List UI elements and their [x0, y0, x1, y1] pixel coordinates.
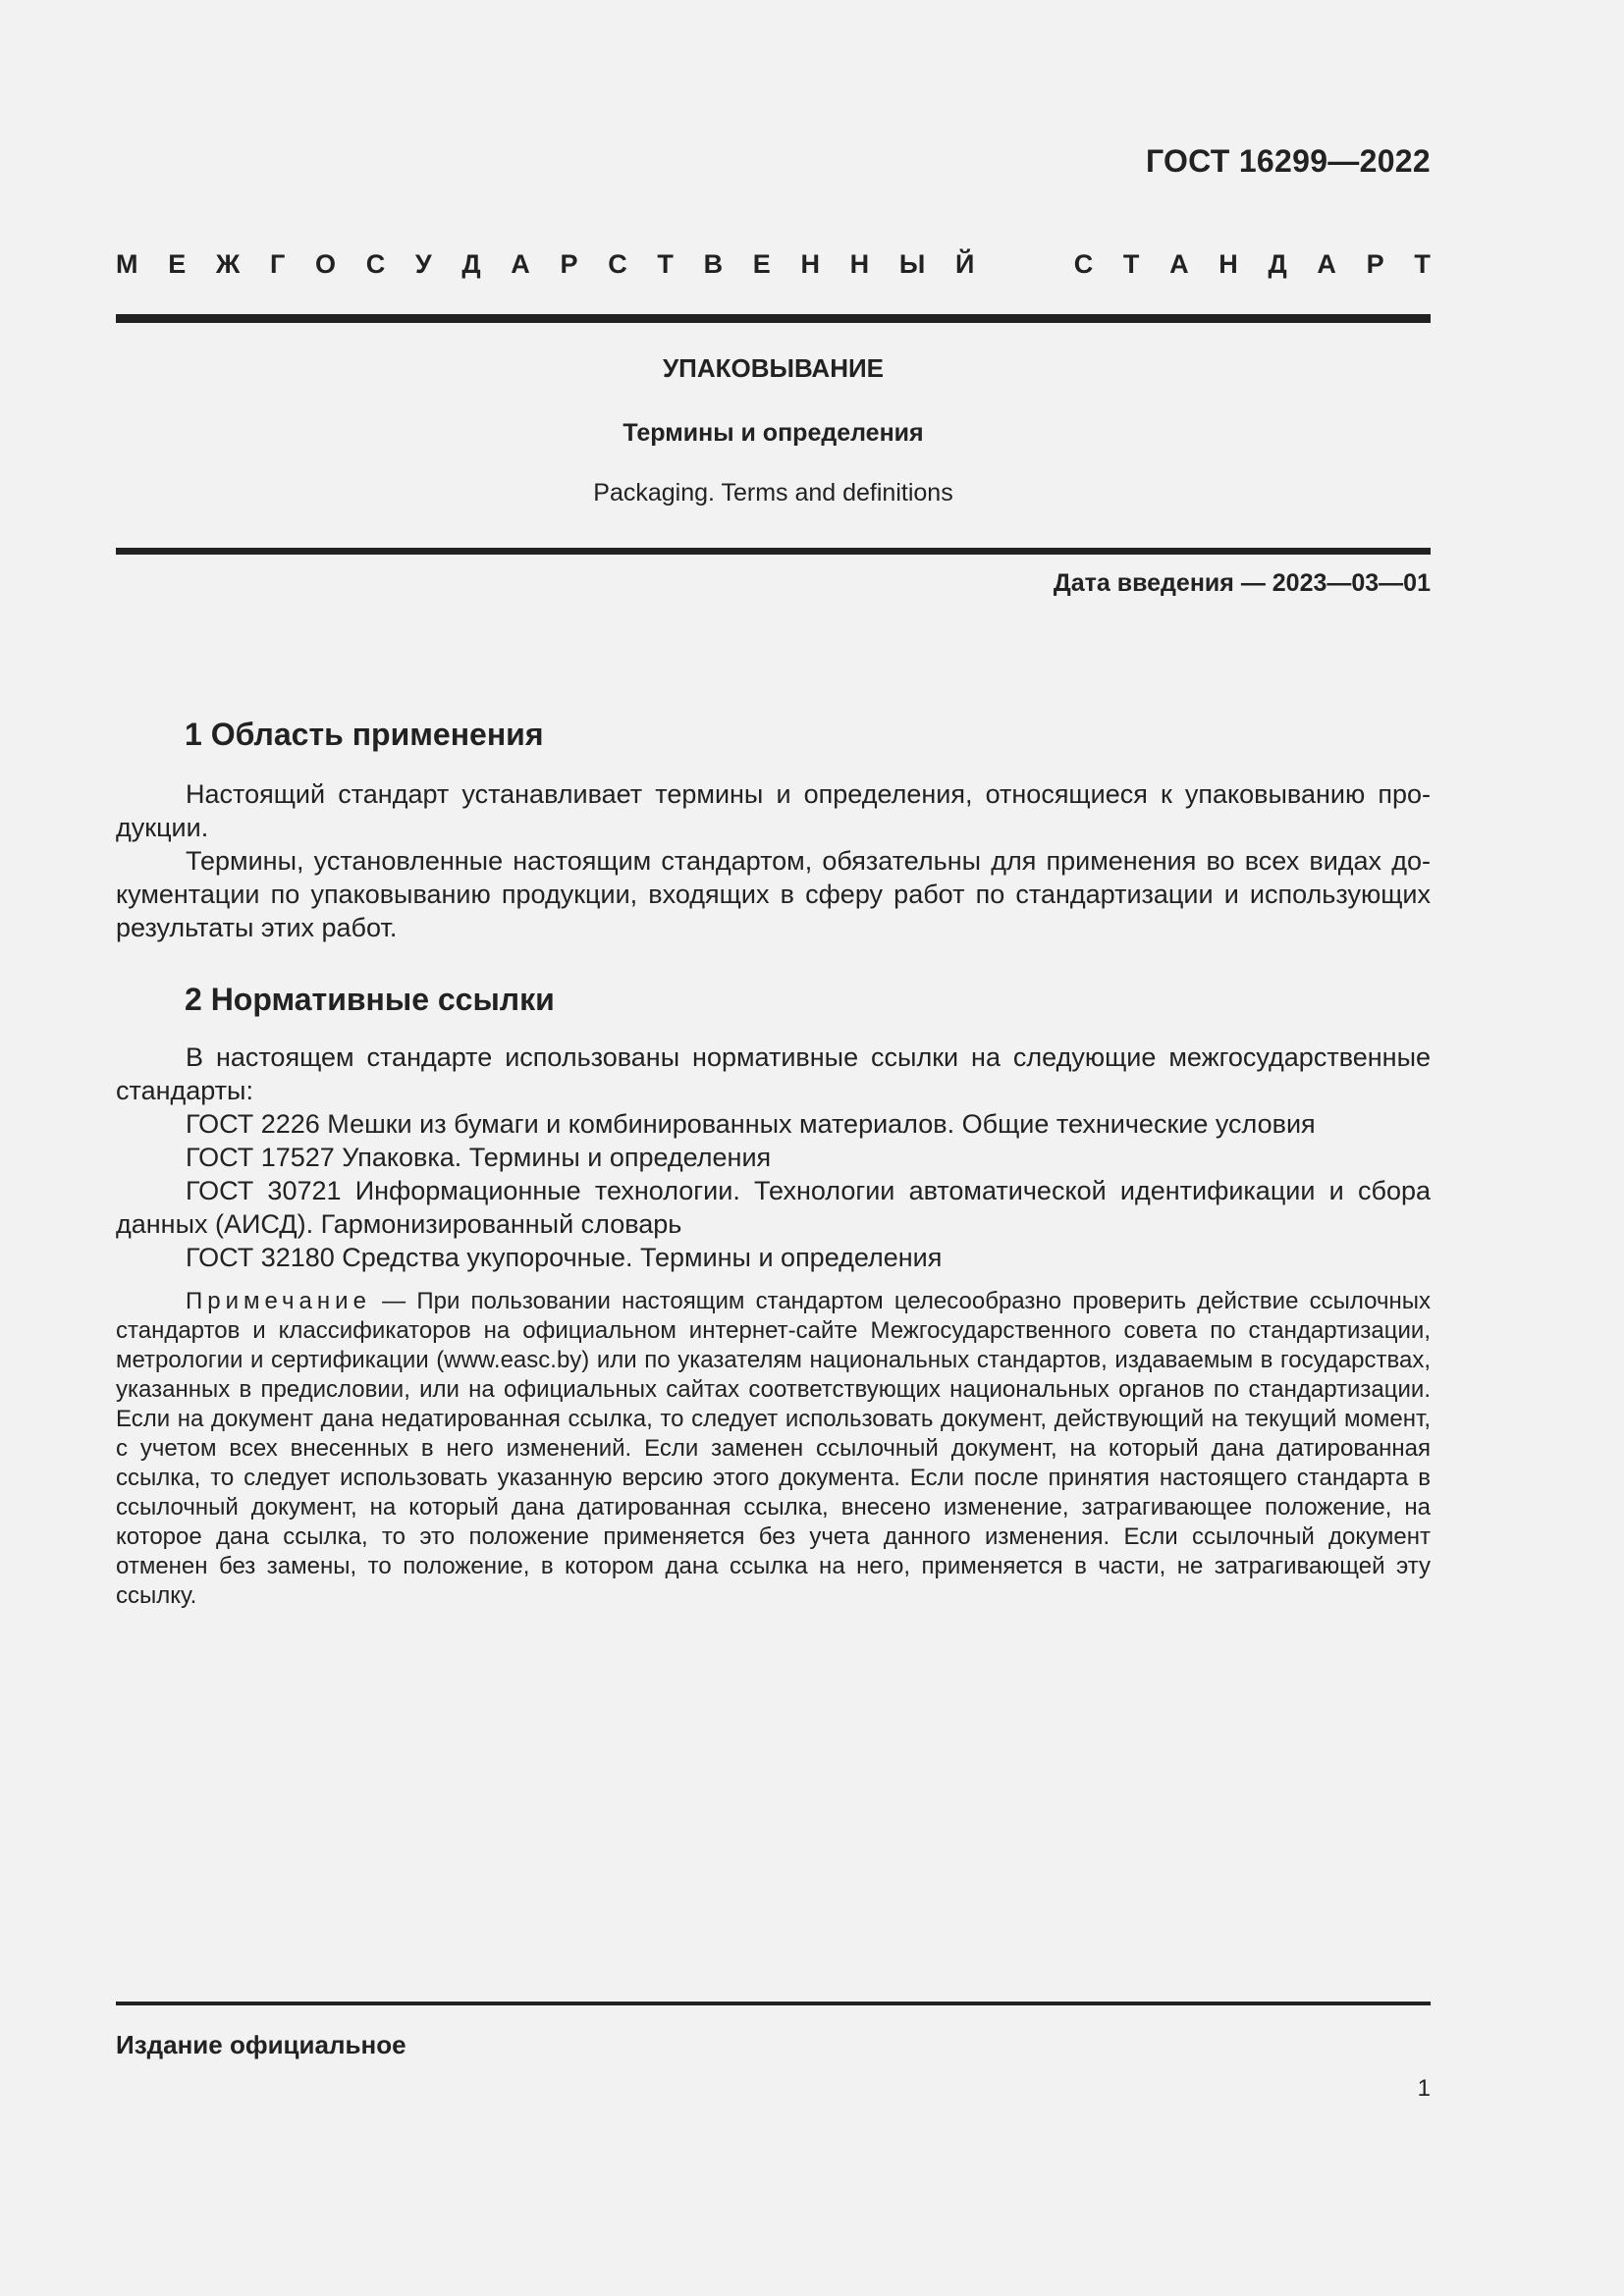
banner-letter: Т — [657, 249, 674, 279]
interstate-standard-banner — [116, 249, 1431, 280]
banner-letter: А — [1317, 249, 1336, 279]
banner-letter: Ы — [898, 249, 926, 279]
standard-number: ГОСТ 16299—2022 — [1145, 143, 1431, 179]
banner-gap — [1004, 249, 1044, 280]
reference-item: ГОСТ 32180 Средства укупорочные. Термины и определения — [186, 1243, 943, 1272]
section-scope-body — [116, 777, 1431, 944]
banner-letter: Е — [168, 249, 187, 279]
banner-letter: Р — [1366, 249, 1384, 279]
document-title: УПАКОВЫВАНИЕ — [662, 353, 885, 383]
note-label: Примечание — [186, 1288, 371, 1314]
introduction-date: Дата введения — 2023—03—01 — [1053, 569, 1431, 597]
banner-letter: Д — [1268, 249, 1287, 279]
banner-letter: Н — [800, 249, 820, 279]
banner-letter: А — [511, 249, 530, 279]
document-title-english: Packaging. Terms and definitions — [593, 479, 953, 507]
banner-letter: О — [314, 249, 336, 279]
reference-item: ГОСТ 30721 Информационные технологии. Технологии автоматической идентификации и сбора данных (АИСД). Гармонизированный словарь — [116, 1176, 1431, 1239]
banner-letter: Д — [461, 249, 481, 279]
reference-item: ГОСТ 2226 Мешки из бумаги и комбинированных материалов. Общие технические условия — [186, 1109, 1316, 1139]
references-note — [116, 1287, 1431, 1611]
page-number: 1 — [1417, 2075, 1431, 2102]
header-divider-bottom — [116, 548, 1431, 555]
footer-divider — [116, 2002, 1431, 2005]
banner-letter: Т — [1414, 249, 1431, 279]
banner-letter: С — [608, 249, 627, 279]
section-references-body — [116, 1041, 1431, 1274]
banner-letter: С — [1073, 249, 1094, 279]
official-edition-label: Издание официальное — [116, 2030, 406, 2059]
banner-letter: М — [116, 249, 138, 279]
banner-letter: Й — [954, 249, 975, 279]
banner-letter: В — [703, 249, 724, 279]
banner-letter: А — [1169, 249, 1189, 279]
banner-letter: Т — [1122, 249, 1140, 279]
banner-letter: Г — [269, 249, 286, 279]
paragraph: В настоящем стандарте использованы нормативные ссылки на следующие межгосударственные стандарты: — [116, 1042, 1431, 1105]
banner-letter: Е — [752, 249, 771, 279]
banner-letter: У — [414, 249, 432, 279]
paragraph: Настоящий стандарт устанавливает термины и определения, относящиеся к упаковыванию продукции. — [116, 779, 1431, 842]
paragraph: Термины, установленные настоящим стандартом, обязательны для применения во всех видах документации по упаковыванию продукции, входящих в сферу работ по стандартизации и использующих результаты этих работ. — [116, 846, 1431, 942]
banner-letter: Ж — [215, 249, 241, 279]
reference-item: ГОСТ 17527 Упаковка. Термины и определения — [186, 1143, 772, 1172]
section-heading-normative-references: 2 Нормативные ссылки — [185, 982, 555, 1017]
banner-letter: Н — [1218, 249, 1238, 279]
banner-letter: Н — [849, 249, 870, 279]
header-divider-top — [116, 314, 1431, 323]
document-subtitle: Термины и определения — [623, 419, 924, 447]
section-heading-scope: 1 Область применения — [185, 717, 544, 752]
banner-letter: Р — [560, 249, 578, 279]
banner-letter: С — [365, 249, 386, 279]
note-text: — При пользовании настоящим стандартом целесообразно проверить действие ссылочных стандартов и классификаторов на официальном интернет-сайте Межгосударственного совета по стандартизации, метрологии и сертификации (www.easc.by) или по указателям национальных стандартов, издаваемым в государствах, указанных в предисловии, или на официальных сайтах соответствующих национальных органов по стандартизации. Если на документ дана недатированная ссылка, то следует использовать документ, действующий на текущий момент, с учетом всех внесенных в него изменений. Если заменен ссылочный документ, на который дана датированная ссылка, то следует использовать указанную версию этого документа. Если после принятия настоящего стандарта в ссылочный документ, на который дана датированная ссылка, внесено изменение, затрагивающее положение, на которое дана ссылка, то это положение применяется без учета данного изменения. Если ссылочный документ отменен без замены, то положение, в котором дана ссылка на него, применяется в части, не затрагивающей эту ссылку. — [116, 1288, 1431, 1609]
